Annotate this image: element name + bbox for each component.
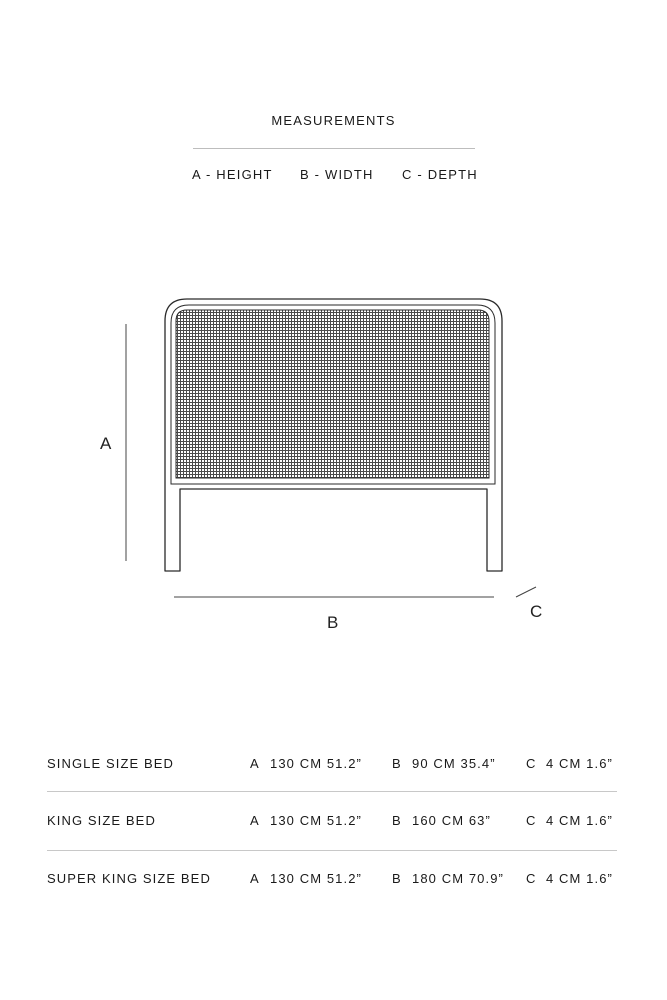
value-width: 160 CM 63” bbox=[412, 813, 491, 828]
size-row-king bbox=[47, 813, 617, 833]
key-c: C bbox=[526, 756, 537, 771]
size-row-super-king bbox=[47, 871, 617, 891]
legend-depth: C - DEPTH bbox=[402, 167, 478, 182]
label-a: A bbox=[100, 434, 112, 453]
value-depth: 4 CM 1.6” bbox=[546, 756, 613, 771]
label-b: B bbox=[327, 613, 339, 632]
label-c: C bbox=[530, 602, 543, 621]
key-a: A bbox=[250, 813, 260, 828]
value-height: 130 CM 51.2” bbox=[270, 871, 362, 886]
value-width: 180 CM 70.9” bbox=[412, 871, 504, 886]
size-name: SUPER KING SIZE BED bbox=[47, 871, 211, 886]
value-height: 130 CM 51.2” bbox=[270, 813, 362, 828]
row-divider bbox=[47, 850, 617, 851]
size-row-single bbox=[47, 756, 617, 776]
legend-width: B - WIDTH bbox=[300, 167, 374, 182]
measurements-title: MEASUREMENTS bbox=[271, 113, 396, 128]
value-width: 90 CM 35.4” bbox=[412, 756, 496, 771]
key-b: B bbox=[392, 813, 402, 828]
legend-height: A - HEIGHT bbox=[192, 167, 273, 182]
key-a: A bbox=[250, 871, 260, 886]
key-a: A bbox=[250, 756, 260, 771]
key-b: B bbox=[392, 871, 402, 886]
key-c: C bbox=[526, 813, 537, 828]
row-divider bbox=[47, 791, 617, 792]
key-c: C bbox=[526, 871, 537, 886]
depth-dimension-line bbox=[516, 587, 536, 597]
key-b: B bbox=[392, 756, 402, 771]
value-height: 130 CM 51.2” bbox=[270, 756, 362, 771]
size-name: KING SIZE BED bbox=[47, 813, 156, 828]
size-name: SINGLE SIZE BED bbox=[47, 756, 175, 771]
cane-panel bbox=[176, 310, 489, 478]
value-depth: 4 CM 1.6” bbox=[546, 871, 613, 886]
value-depth: 4 CM 1.6” bbox=[546, 813, 613, 828]
